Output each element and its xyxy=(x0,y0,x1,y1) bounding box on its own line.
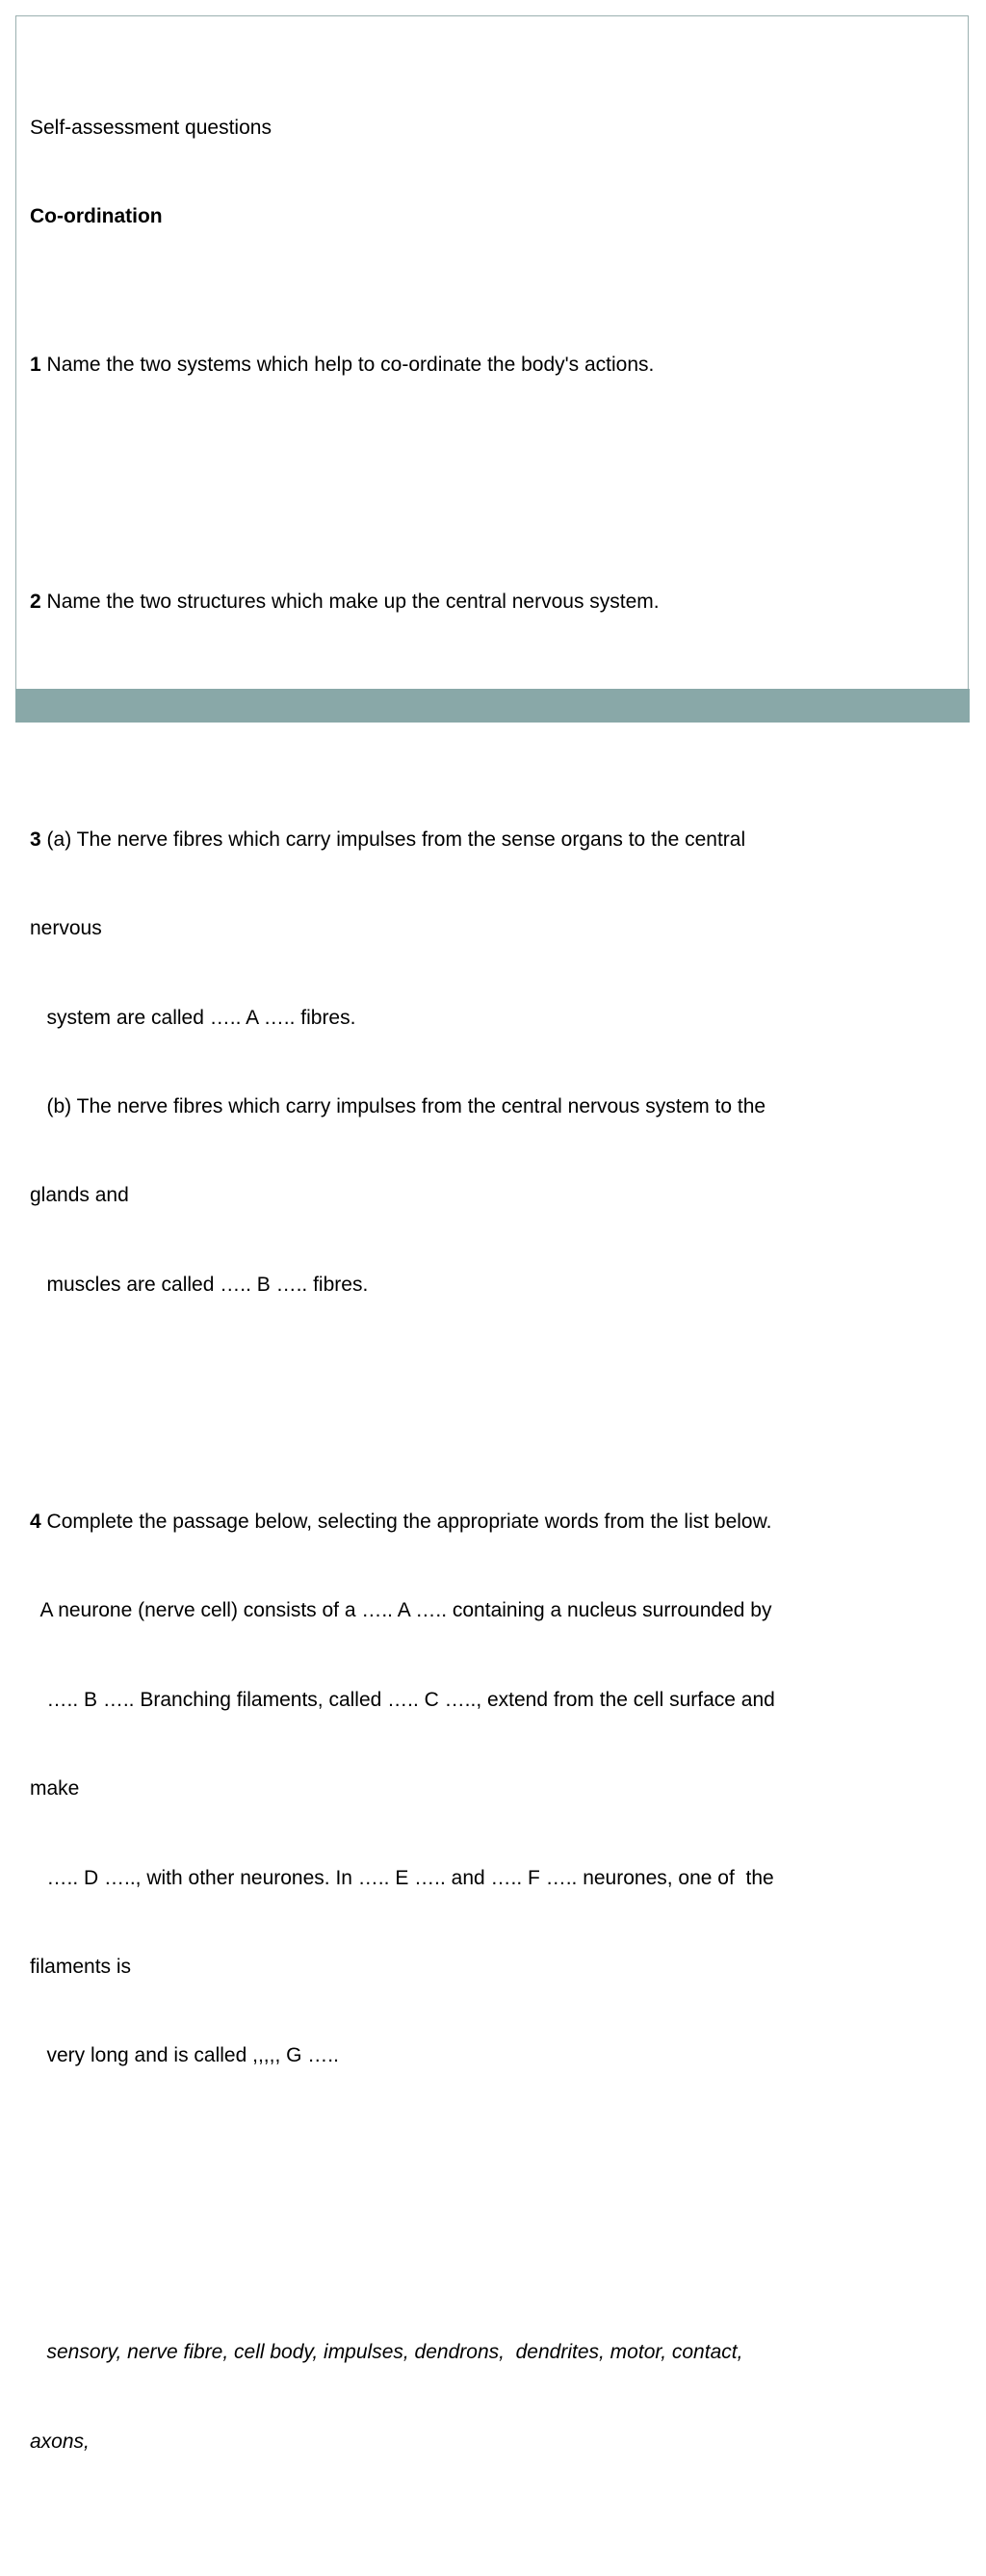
question-2 xyxy=(30,588,945,618)
question-text-line: very long and is called ,,,,, G ….. xyxy=(30,2044,339,2067)
question-text-line: ….. D ….., with other neurones. In ….. E ….. and ….. F ….. neurones, one of the xyxy=(30,1866,774,1889)
question-number: 3 xyxy=(30,828,41,851)
question-text-line: A neurone (nerve cell) consists of a ….. A ….. containing a nucleus surrounded by xyxy=(30,1599,772,1622)
question-number: 2 xyxy=(30,591,41,614)
question-text-line: nervous xyxy=(30,917,102,940)
question-text-line: (b) The nerve fibres which carry impulses from the central nervous system to the xyxy=(30,1094,766,1117)
footer-band xyxy=(15,689,970,723)
question-text-line: system are called ….. A ….. fibres. xyxy=(30,1006,356,1029)
question-number: 1 xyxy=(30,353,41,376)
blank-line xyxy=(30,439,945,469)
question-text-line: make xyxy=(30,1777,80,1801)
question-text-line: ….. B ….. Branching filaments, called ….. C ….., extend from the cell surface and xyxy=(30,1688,775,1711)
question-text-line: filaments is xyxy=(30,1956,132,1978)
word-list-line: axons, xyxy=(30,2430,90,2453)
question-1 xyxy=(30,351,945,381)
question-text: (a) The nerve fibres which carry impulses from the sense organs to the central xyxy=(46,828,746,851)
blank-line xyxy=(30,1359,945,1389)
question-text: Name the two structures which make up the central nervous system. xyxy=(46,591,660,614)
question-3 xyxy=(30,826,945,855)
blank-line xyxy=(30,2131,945,2161)
word-list xyxy=(30,2279,945,2516)
question-text-line: muscles are called ….. B ….. fibres. xyxy=(30,1273,369,1296)
word-list-line: sensory, nerve fibre, cell body, impulses, dendrons, dendrites, motor, contact, xyxy=(30,2341,743,2364)
slide-content xyxy=(30,54,945,2576)
slide-heading: Co-ordination xyxy=(30,204,163,227)
question-text-line: glands and xyxy=(30,1184,129,1207)
question-number: 4 xyxy=(30,1511,41,1534)
question-text: Name the two systems which help to co-ordinate the body's actions. xyxy=(46,353,655,376)
slide-subtitle: Self-assessment questions xyxy=(30,116,272,139)
question-4 xyxy=(30,1508,945,1538)
question-text: Complete the passage below, selecting the appropriate words from the list below. xyxy=(46,1511,772,1534)
